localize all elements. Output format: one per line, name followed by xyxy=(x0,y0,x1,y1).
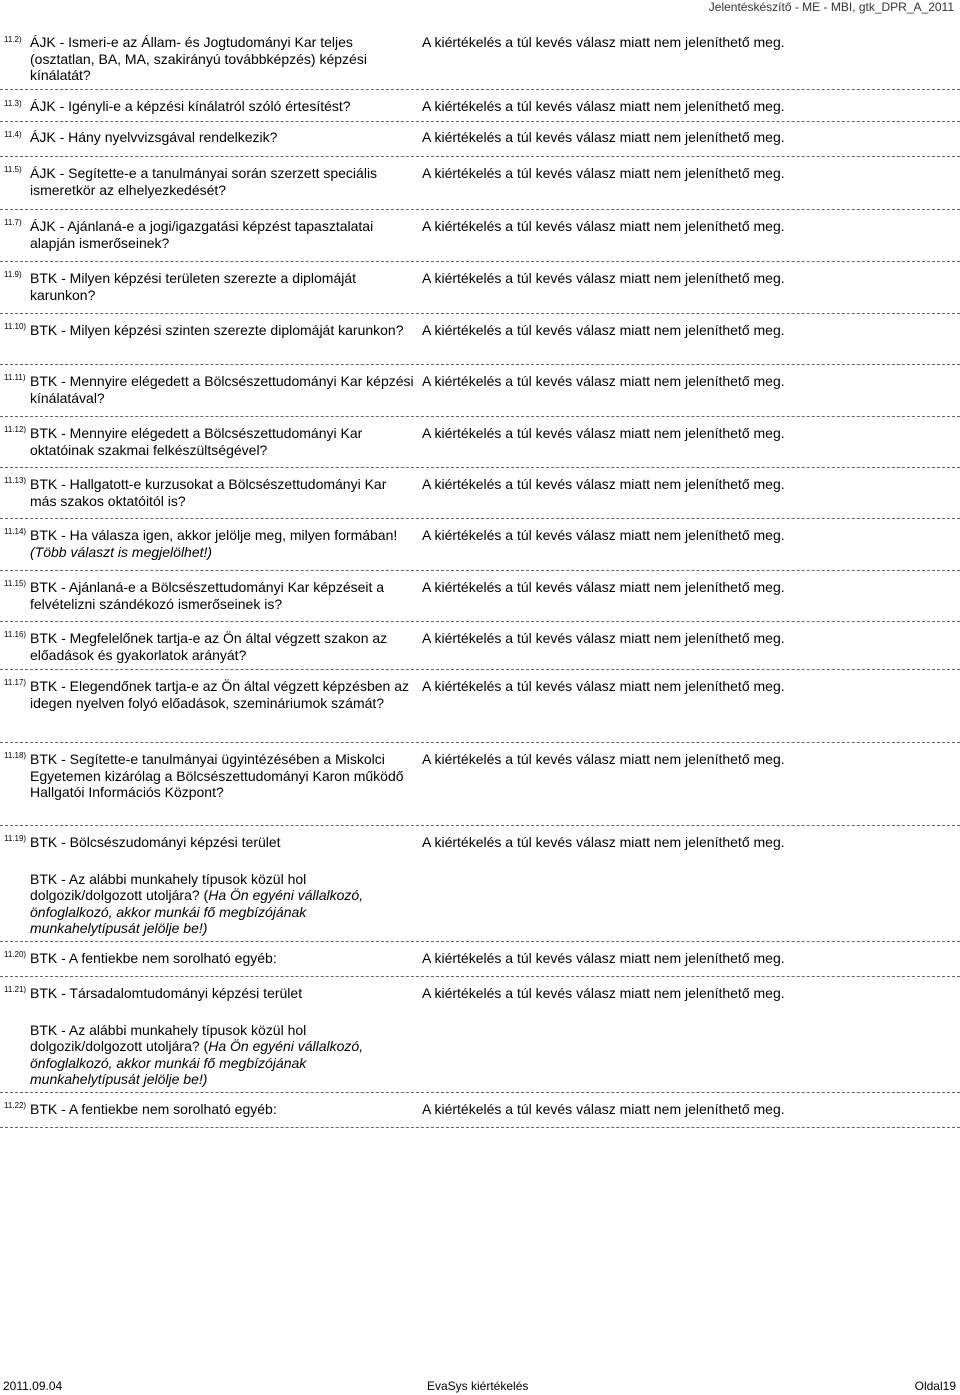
question-text: BTK - Bölcsészudományi képzési terület BTK - Az alábbi munkahely típusok közül hol dolgozik/dolgozott utoljára? (Ha Ön egyéni vállalkozó, önfoglalkozó, akkor munkái fő megbízójának munkahelytípusát jelölje be!) xyxy=(30,834,364,936)
question-row xyxy=(0,90,960,122)
answer-text: A kiértékelés a túl kevés válasz miatt nem jeleníthető meg. xyxy=(422,950,785,966)
question-number: 11.3) xyxy=(4,99,22,108)
question-list xyxy=(0,34,960,1128)
question-number: 11.18) xyxy=(4,751,27,760)
answer-text: A kiértékelés a túl kevés válasz miatt nem jeleníthető meg. xyxy=(422,425,785,441)
question-row xyxy=(0,670,960,743)
answer-text: A kiértékelés a túl kevés válasz miatt nem jeleníthető meg. xyxy=(422,678,785,694)
answer-text: A kiértékelés a túl kevés válasz miatt nem jeleníthető meg. xyxy=(422,218,785,234)
question-text: ÁJK - Ismeri-e az Állam- és Jogtudományi Kar teljes (osztatlan, BA, MA, szakirányú továbbképzés) képzési kínálatát? xyxy=(30,34,367,83)
question-text: ÁJK - Segítette-e a tanulmányai során szerzett speciális ismeretkör az elhelyezkedését? xyxy=(30,165,378,198)
question-text: BTK - Milyen képzési szinten szerezte diplomáját karunkon? xyxy=(30,322,404,338)
question-number: 11.7) xyxy=(4,218,22,227)
answer-text: A kiértékelés a túl kevés válasz miatt nem jeleníthető meg. xyxy=(422,129,785,145)
answer-text: A kiértékelés a túl kevés válasz miatt nem jeleníthető meg. xyxy=(422,1101,785,1117)
question-number: 11.20) xyxy=(4,950,27,959)
answer-text: A kiértékelés a túl kevés válasz miatt nem jeleníthető meg. xyxy=(422,270,785,286)
question-row xyxy=(0,826,960,942)
question-text: BTK - Hallgatott-e kurzusokat a Bölcsészettudományi Kar más szakos oktatóitól is? xyxy=(30,476,387,509)
answer-text: A kiértékelés a túl kevés válasz miatt nem jeleníthető meg. xyxy=(422,98,785,114)
question-row xyxy=(0,743,960,826)
question-row xyxy=(0,314,960,365)
answer-text: A kiértékelés a túl kevés válasz miatt nem jeleníthető meg. xyxy=(422,630,785,646)
answer-text: A kiértékelés a túl kevés válasz miatt nem jeleníthető meg. xyxy=(422,527,785,543)
question-number: 11.2) xyxy=(4,35,22,44)
question-number: 11.13) xyxy=(4,476,27,485)
question-text: BTK - A fentiekbe nem sorolható egyéb: xyxy=(30,1101,277,1117)
footer-page-number: Oldal19 xyxy=(914,1379,956,1393)
question-text: BTK - Mennyire elégedett a Bölcsészettudományi Kar képzési kínálatával? xyxy=(30,373,414,406)
question-number: 11.14) xyxy=(4,527,27,536)
report-header: Jelentéskészítő - ME - MBI, gtk_DPR_A_2011 xyxy=(708,0,954,14)
question-number: 11.4) xyxy=(4,130,22,139)
question-row xyxy=(0,519,960,571)
answer-text: A kiértékelés a túl kevés válasz miatt nem jeleníthető meg. xyxy=(422,34,785,50)
question-number: 11.22) xyxy=(4,1101,27,1110)
question-text: ÁJK - Ajánlaná-e a jogi/igazgatási képzést tapasztalatai alapján ismerőseinek? xyxy=(30,218,374,251)
question-text: BTK - Milyen képzési területen szerezte a diplomáját karunkon? xyxy=(30,270,357,303)
question-text: BTK - Mennyire elégedett a Bölcsészettudományi Kar oktatóinak szakmai felkészültségével? xyxy=(30,425,363,458)
question-text: ÁJK - Igényli-e a képzési kínálatról szóló értesítést? xyxy=(30,98,351,114)
question-number: 11.21) xyxy=(4,985,27,994)
answer-text: A kiértékelés a túl kevés válasz miatt nem jeleníthető meg. xyxy=(422,985,785,1001)
question-number: 11.19) xyxy=(4,834,27,843)
answer-text: A kiértékelés a túl kevés válasz miatt nem jeleníthető meg. xyxy=(422,834,785,850)
question-row xyxy=(0,622,960,670)
answer-text: A kiértékelés a túl kevés válasz miatt nem jeleníthető meg. xyxy=(422,322,785,338)
question-number: 11.16) xyxy=(4,630,27,639)
answer-text: A kiértékelés a túl kevés válasz miatt nem jeleníthető meg. xyxy=(422,751,785,767)
question-row xyxy=(0,1093,960,1128)
answer-text: A kiértékelés a túl kevés válasz miatt nem jeleníthető meg. xyxy=(422,579,785,595)
question-number: 11.12) xyxy=(4,425,27,434)
question-text: ÁJK - Hány nyelvvizsgával rendelkezik? xyxy=(30,129,278,145)
footer-date: 2011.09.04 xyxy=(3,1379,63,1393)
question-row xyxy=(0,122,960,157)
question-row xyxy=(0,262,960,314)
question-row xyxy=(0,417,960,468)
answer-text: A kiértékelés a túl kevés válasz miatt nem jeleníthető meg. xyxy=(422,476,785,492)
question-text: BTK - Elegendőnek tartja-e az Ön által végzett képzésben az idegen nyelven folyó előadások, szemináriumok számát? xyxy=(30,678,409,711)
question-number: 11.15) xyxy=(4,579,27,588)
answer-text: A kiértékelés a túl kevés válasz miatt nem jeleníthető meg. xyxy=(422,165,785,181)
question-row xyxy=(0,365,960,417)
question-row xyxy=(0,942,960,977)
question-row xyxy=(0,210,960,262)
question-number: 11.17) xyxy=(4,678,27,687)
answer-text: A kiértékelés a túl kevés válasz miatt nem jeleníthető meg. xyxy=(422,373,785,389)
question-text: BTK - Segítette-e tanulmányai ügyintézésében a Miskolci Egyetemen kizárólag a Bölcsészettudományi Karon működő Hallgatói Információs Központ? xyxy=(30,751,404,800)
question-row xyxy=(0,157,960,210)
question-row xyxy=(0,977,960,1093)
question-number: 11.11) xyxy=(4,373,26,382)
question-text: BTK - Ajánlaná-e a Bölcsészettudományi Kar képzéseit a felvételizni szándékozó ismerőseinek is? xyxy=(30,579,385,612)
question-text: BTK - Megfelelőnek tartja-e az Ön által végzett szakon az előadások és gyakorlatok arányát? xyxy=(30,630,388,663)
question-row xyxy=(0,571,960,622)
question-row xyxy=(0,34,960,90)
question-number: 11.10) xyxy=(4,322,27,331)
question-number: 11.5) xyxy=(4,165,22,174)
footer-title: EvaSys kiértékelés xyxy=(427,1379,529,1393)
question-text: BTK - A fentiekbe nem sorolható egyéb: xyxy=(30,950,277,966)
question-number: 11.9) xyxy=(4,270,22,279)
question-text: BTK - Társadalomtudományi képzési terület BTK - Az alábbi munkahely típusok közül hol dolgozik/dolgozott utoljára? (Ha Ön egyéni vállalkozó, önfoglalkozó, akkor munkái fő megbízójának munkahelytípusát jelölje be!) xyxy=(30,985,364,1087)
question-row xyxy=(0,468,960,519)
question-text: BTK - Ha válasza igen, akkor jelölje meg, milyen formában! (Több választ is megjelölhet!) xyxy=(30,527,398,560)
